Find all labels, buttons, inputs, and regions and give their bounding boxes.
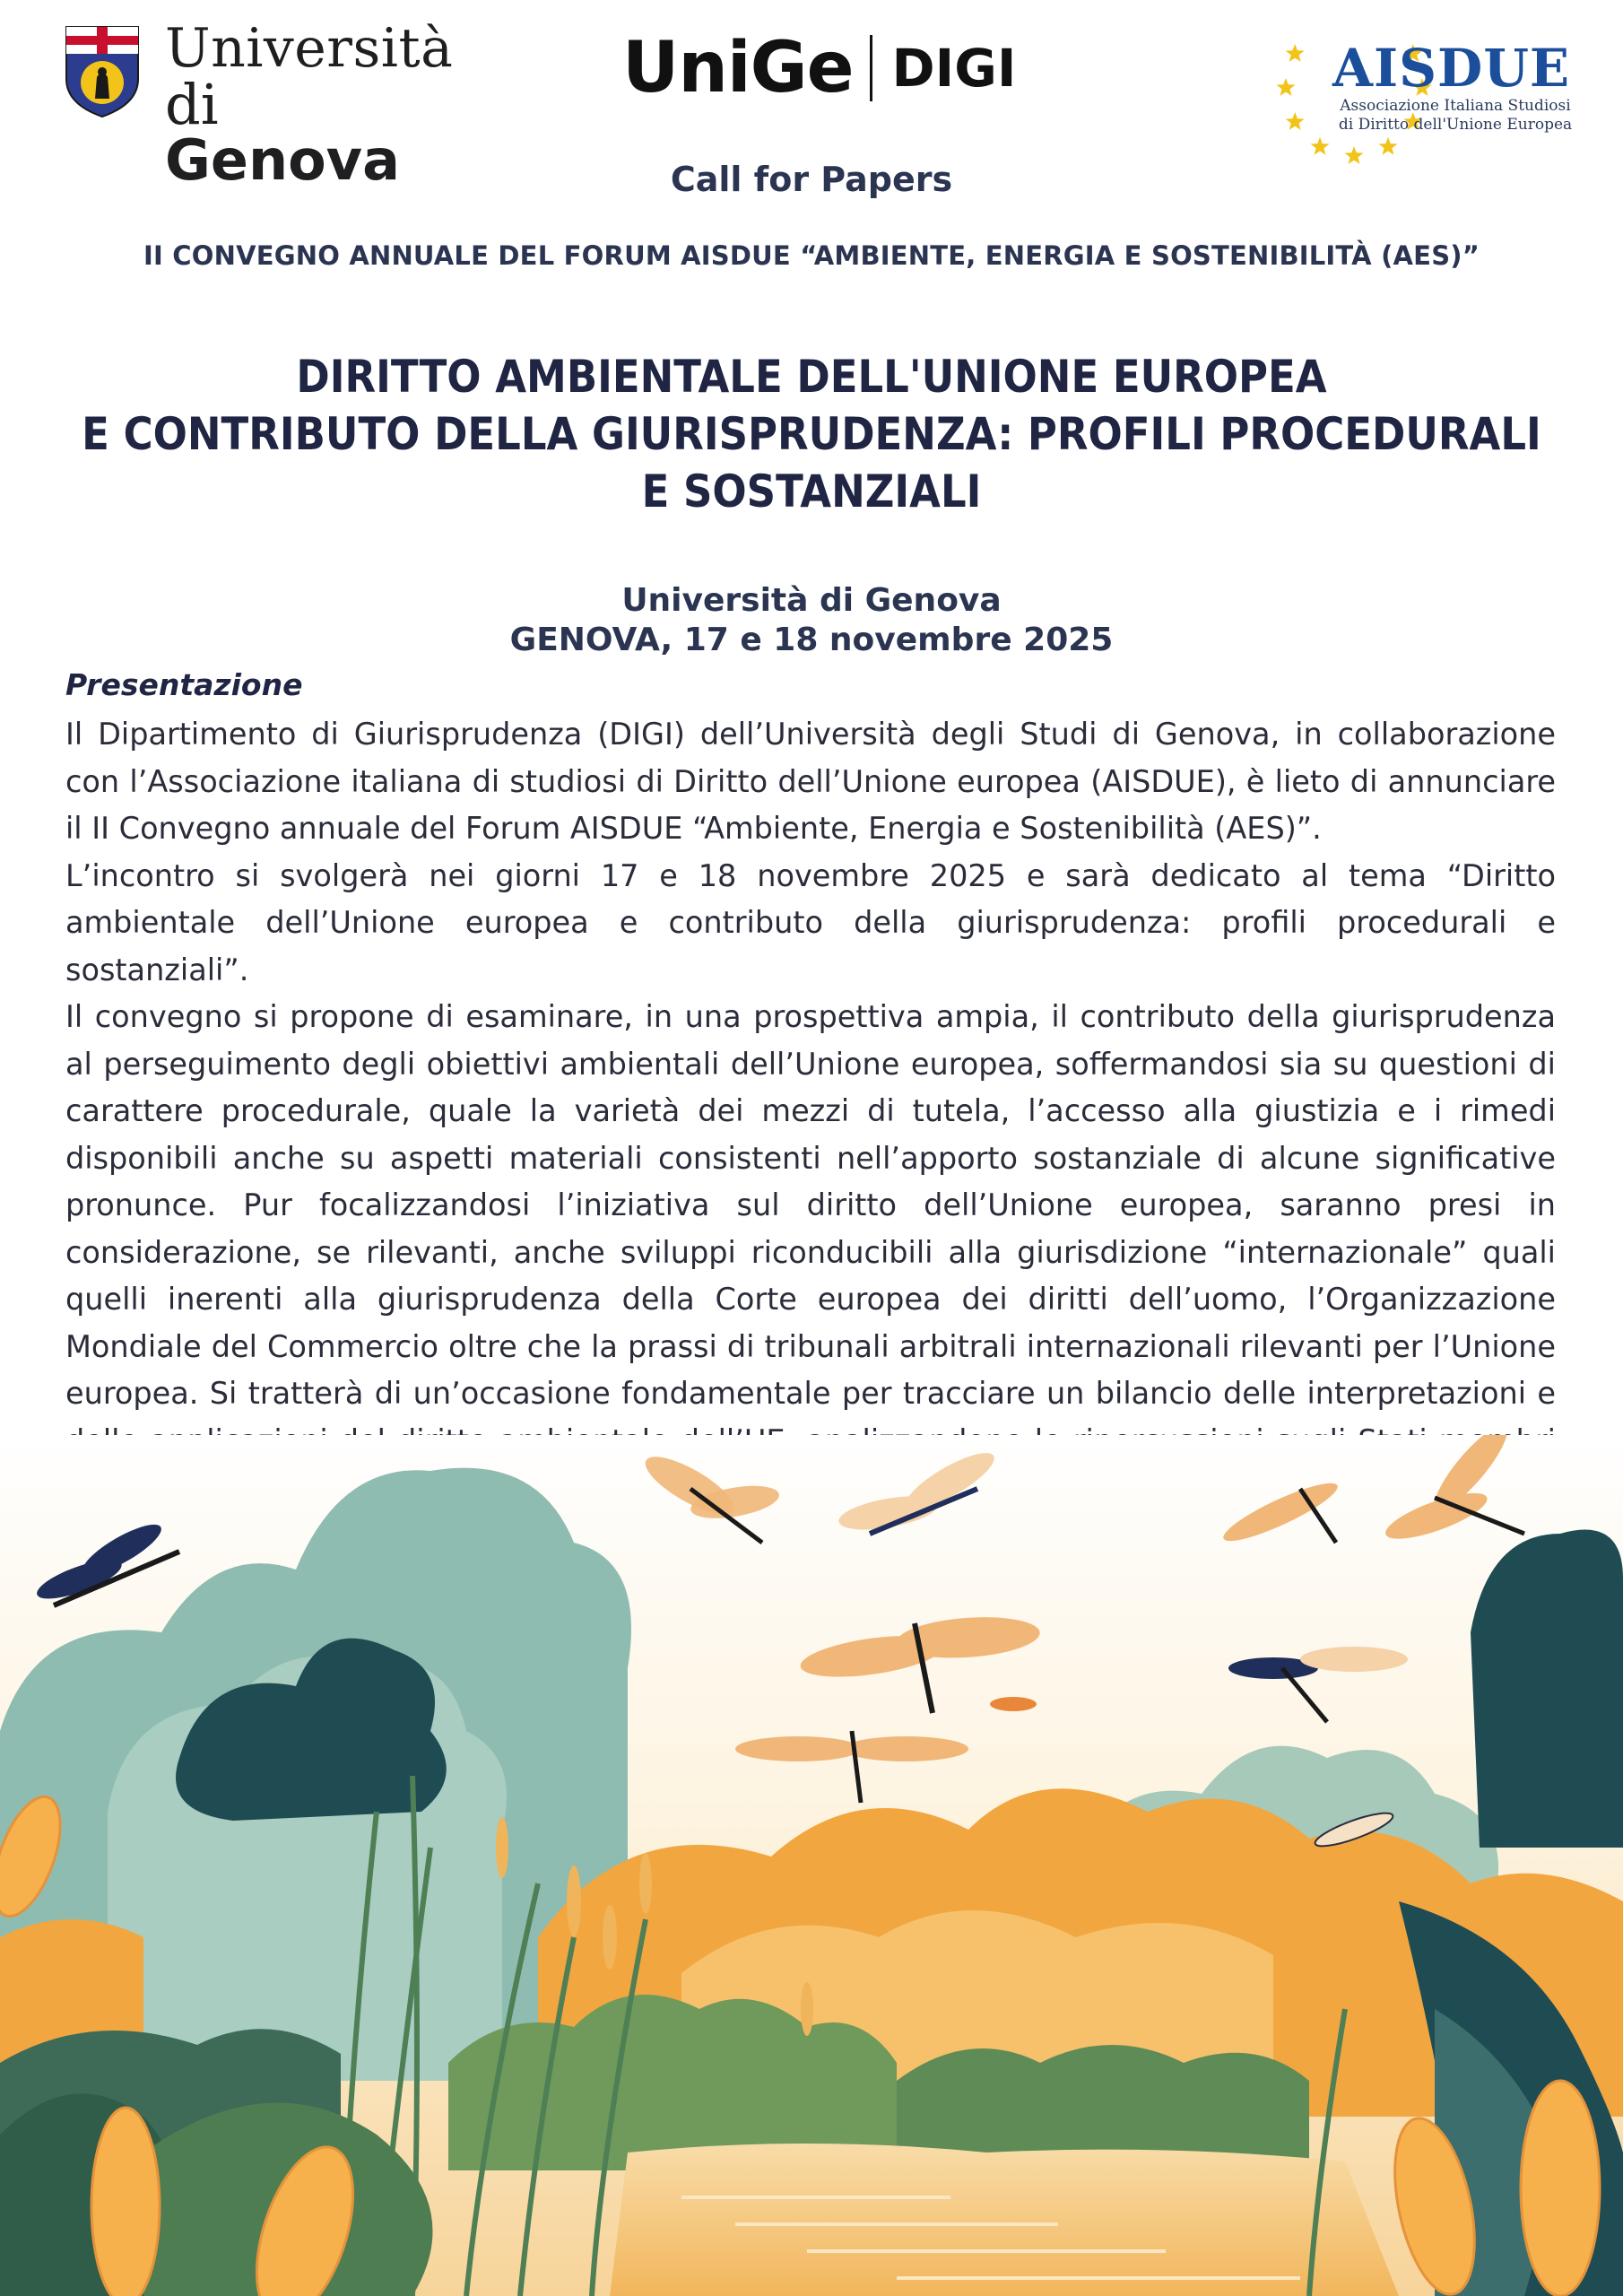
paragraph: L’incontro si svolgerà nei giorni 17 e 18 novembre 2025 e sarà dedicato al tema “Diritto ambientale dell’Unione europea e contributo della giurisprudenza: profili procedurali e sostanziali”. [65, 857, 1556, 987]
aisdue-sub-line2: di Diritto dell'Unione Europea [1338, 116, 1573, 134]
star-icon [1379, 137, 1398, 155]
star-icon [1286, 112, 1305, 130]
star-icon [1277, 78, 1296, 96]
presentazione-heading: Presentazione [65, 667, 303, 702]
paragraph: Il Dipartimento di Giurisprudenza (DIGI) dell’Università degli Studi di Genova, in collaborazione con l’Associazione italiana di studiosi di Diritto dell’Unione europea (AISDUE), è lieto di annunciare il II Convegno annuale del Forum AISDUE “Ambiente, Energia e Sostenibilità (AES)”. [65, 717, 1556, 846]
main-title [82, 348, 1542, 520]
digi-logo-dept: DIGI [891, 38, 1017, 99]
convegno-subtitle: II CONVEGNO ANNUALE DEL FORUM AISDUE “AMBIENTE, ENERGIA E SOSTENIBILITÀ (AES)” [143, 240, 1480, 271]
digi-logo-main: UniGe [622, 28, 854, 109]
water [610, 2144, 1399, 2296]
main-title-line2: E CONTRIBUTO DELLA GIURISPRUDENZA: PROFILI PROCEDURALI [82, 408, 1541, 460]
universita-di-genova-logo [65, 17, 459, 193]
presentazione-body [65, 711, 1556, 1512]
aisdue-logo [1273, 7, 1578, 169]
nature-illustration [0, 1435, 1623, 2296]
aisdue-logo-subtitle [1332, 97, 1578, 135]
unige-line2-a: di [165, 72, 219, 137]
star-icon [1286, 44, 1305, 62]
aisdue-logo-name: AISDUE [1332, 38, 1571, 99]
main-title-line3: E SOSTANZIALI [641, 465, 982, 517]
digi-logo-separator [870, 35, 872, 101]
venue-dates: GENOVA, 17 e 18 novembre 2025 [509, 622, 1114, 658]
aisdue-sub-line1: Associazione Italiana Studiosi [1340, 97, 1571, 115]
unige-line2-b: Genova [165, 127, 400, 193]
paragraph: Il convegno si propone di esaminare, in una prospettiva ampia, il contributo della giurisprudenza al perseguimento degli obiettivi ambientali dell’Unione europea, soffermandosi sia su questioni di carattere procedurale, quale la varietà dei mezzi di tutela, l’accesso alla giustizia e i rimedi disponibili anche su aspetti materiali consistenti nell’apporto sostanziale di alcune significative pronunce. Pur focalizzandosi l’iniziativa sul diritto dell’Unione europea, saranno presi in considerazione, se rilevanti, anche sviluppi riconducibili alla giurisdizione “internazionale” quali quelli inerenti alla giurisprudenza della Corte europea dei diritti dell’uomo, l’Organizzazione Mondiale del Commercio oltre che la prassi di tribunali arbitrali internazionali rilevanti per l’Unione europea. Si tratterà di un’occasione fondamentale per tracciare un bilancio delle interpretazioni e [65, 999, 1556, 1411]
main-title-line1: DIRITTO AMBIENTALE DELL'UNIONE EUROPEA [296, 351, 1327, 403]
call-for-papers-heading: Call for Papers [670, 160, 953, 199]
venue-block [0, 581, 1623, 660]
genova-shield-icon [65, 25, 140, 118]
star-icon [1311, 137, 1330, 155]
unige-digi-logo [622, 27, 1016, 109]
venue-place: Università di Genova [621, 582, 1002, 619]
unige-line1: Università [165, 17, 454, 80]
